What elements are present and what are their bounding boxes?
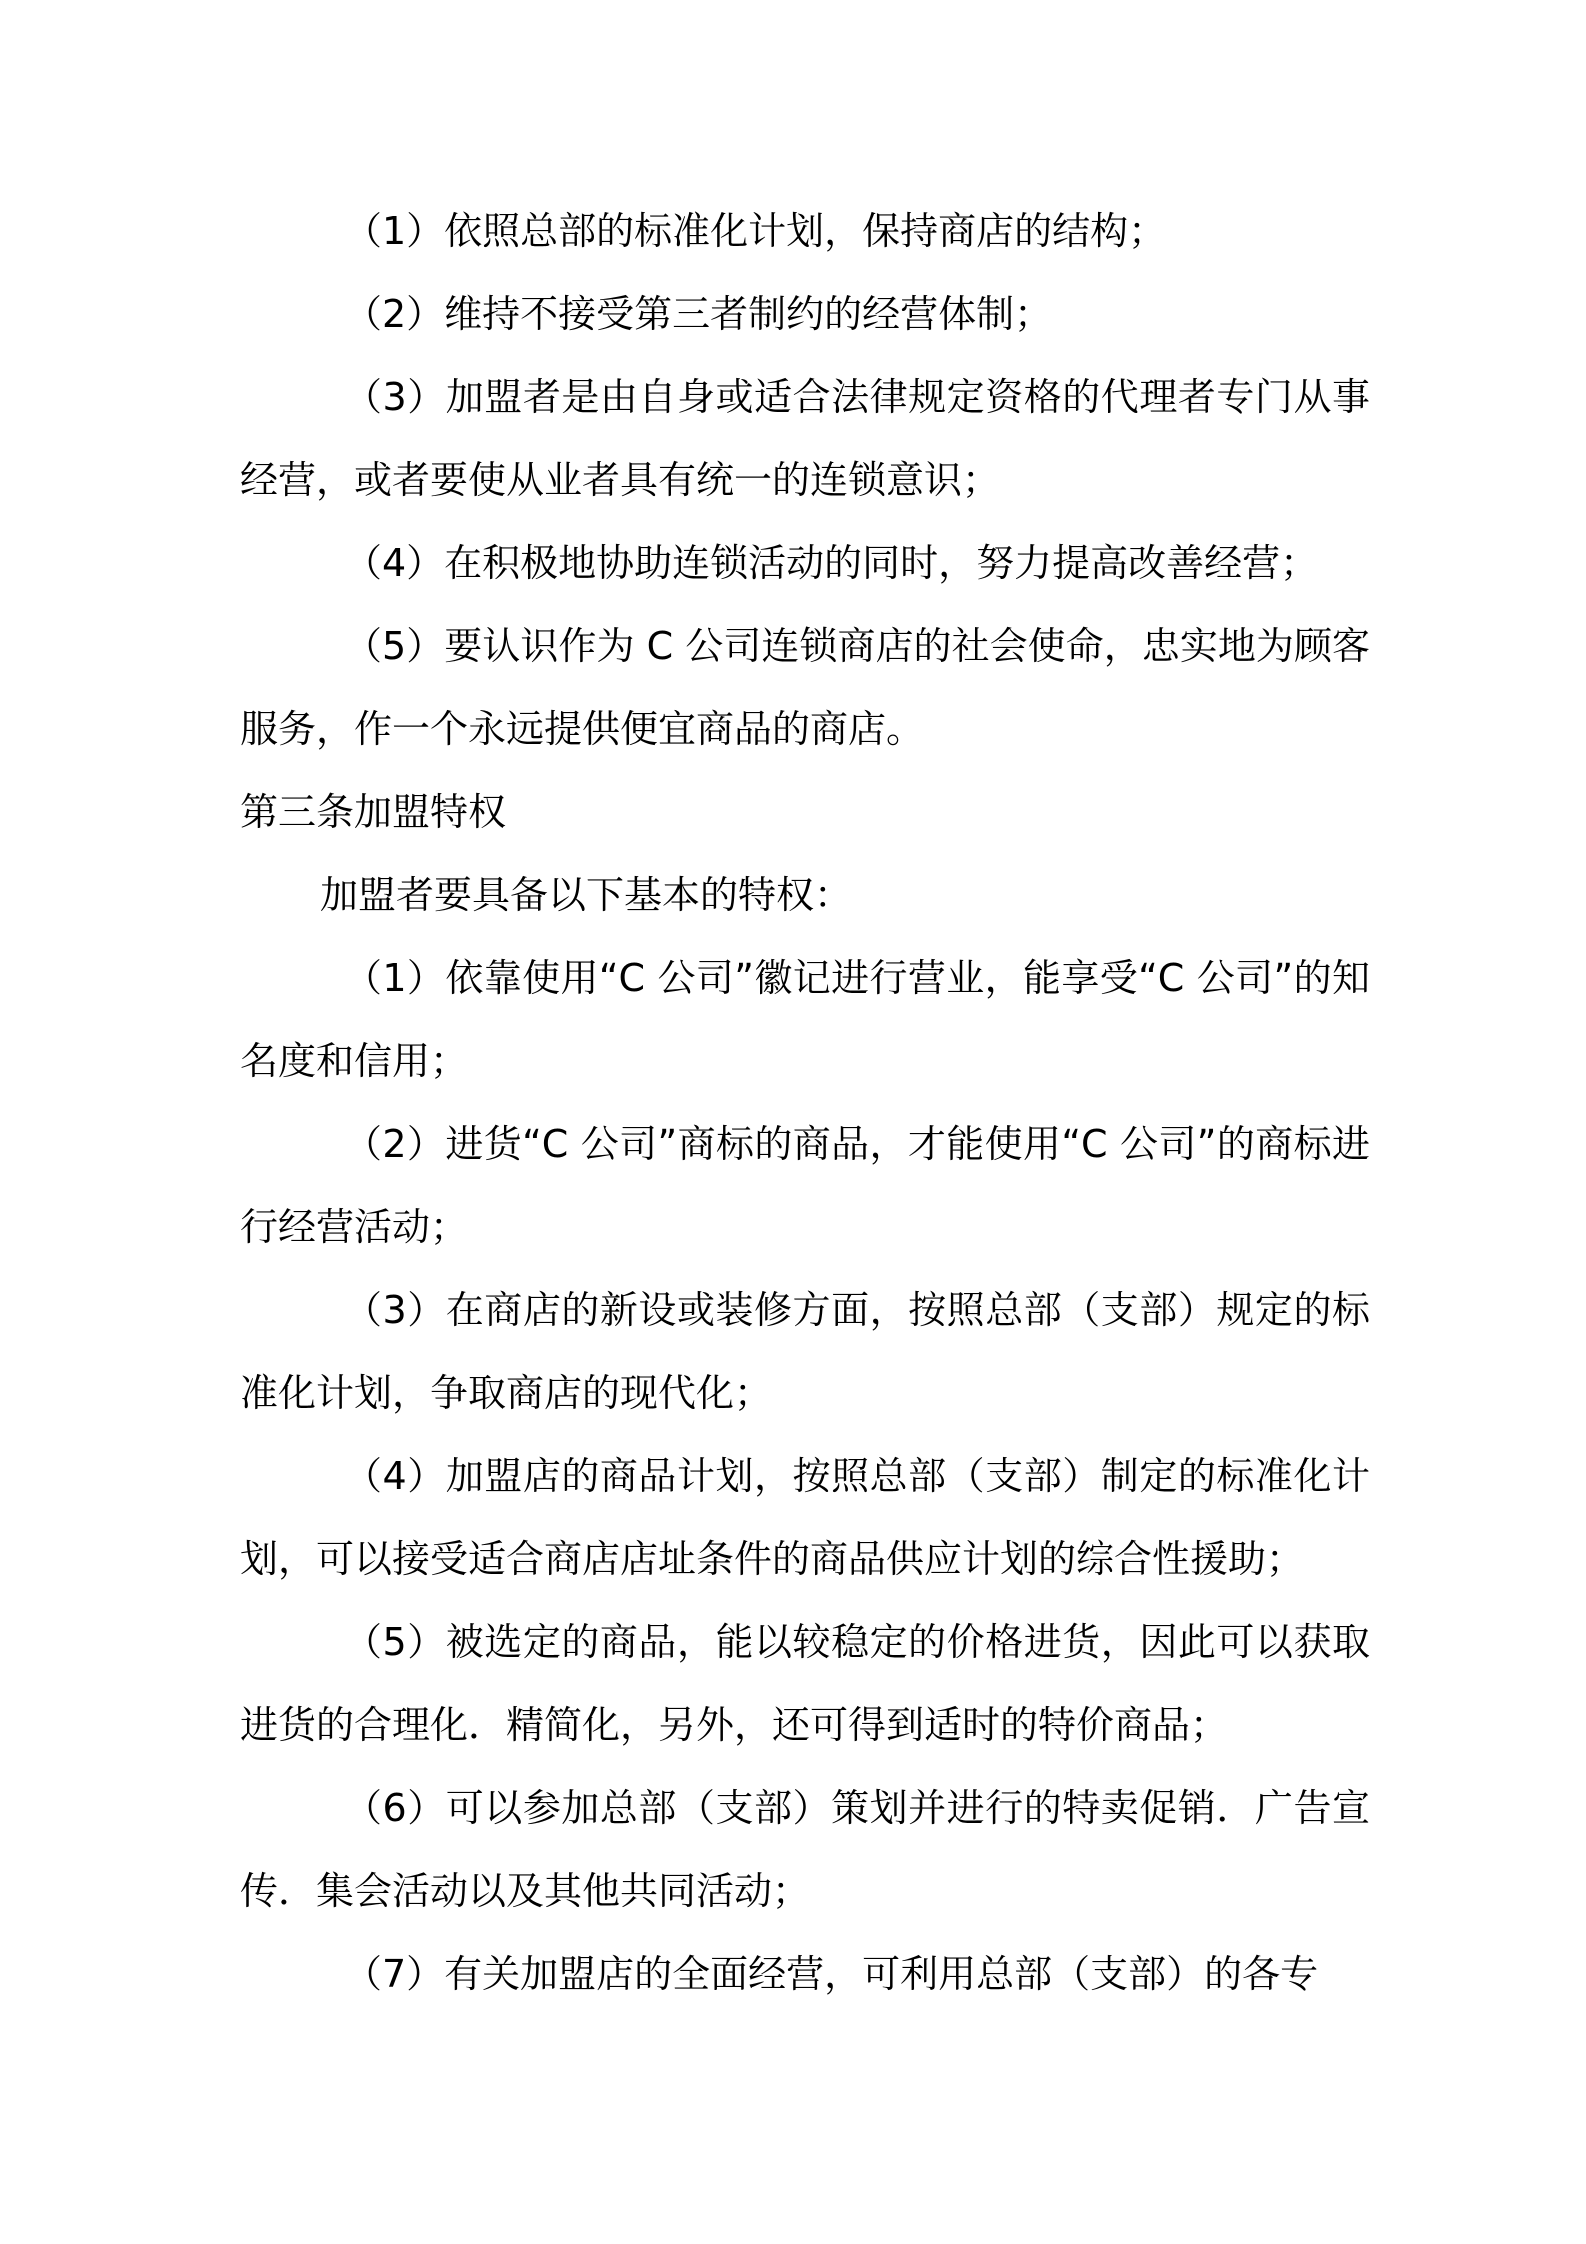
section-heading: 第三条加盟特权 — [240, 790, 507, 834]
section-intro: 加盟者要具备以下基本的特权： — [320, 873, 853, 917]
document-body — [240, 190, 1370, 2016]
clause-item-3: （3）加盟者是由自身或适合法律规定资格的代理者专门从事经营，或者要使从业者具有统一的连锁意识； — [240, 375, 1370, 502]
privilege-item-6: （6）可以参加总部（支部）策划并进行的特卖促销．广告宣传．集会活动以及其他共同活动； — [240, 1786, 1370, 1913]
clause-item-5: （5）要认识作为 C 公司连锁商店的社会使命，忠实地为顾客服务，作一个永远提供便宜商品的商店。 — [240, 624, 1370, 751]
privilege-item-3: （3）在商店的新设或装修方面，按照总部（支部）规定的标准化计划，争取商店的现代化； — [240, 1288, 1370, 1415]
clause-item-2: （2）维持不接受第三者制约的经营体制； — [344, 292, 1053, 336]
clause-item-4: （4）在积极地协助连锁活动的同时，努力提高改善经营； — [344, 541, 1319, 585]
clause-item-1: （1）依照总部的标准化计划，保持商店的结构； — [344, 209, 1167, 253]
privilege-item-2: （2）进货“C 公司”商标的商品，才能使用“C 公司”的商标进行经营活动； — [240, 1122, 1370, 1249]
privilege-item-5: （5）被选定的商品，能以较稳定的价格进货，因此可以获取进货的合理化．精简化，另外，还可得到适时的特价商品； — [240, 1620, 1370, 1747]
privilege-item-7: （7）有关加盟店的全面经营，可利用总部（支部）的各专 — [344, 1952, 1319, 1996]
privilege-item-1: （1）依靠使用“C 公司”徽记进行营业，能享受“C 公司”的知名度和信用； — [240, 956, 1370, 1083]
privilege-item-4: （4）加盟店的商品计划，按照总部（支部）制定的标准化计划，可以接受适合商店店址条件的商品供应计划的综合性援助； — [240, 1454, 1370, 1581]
